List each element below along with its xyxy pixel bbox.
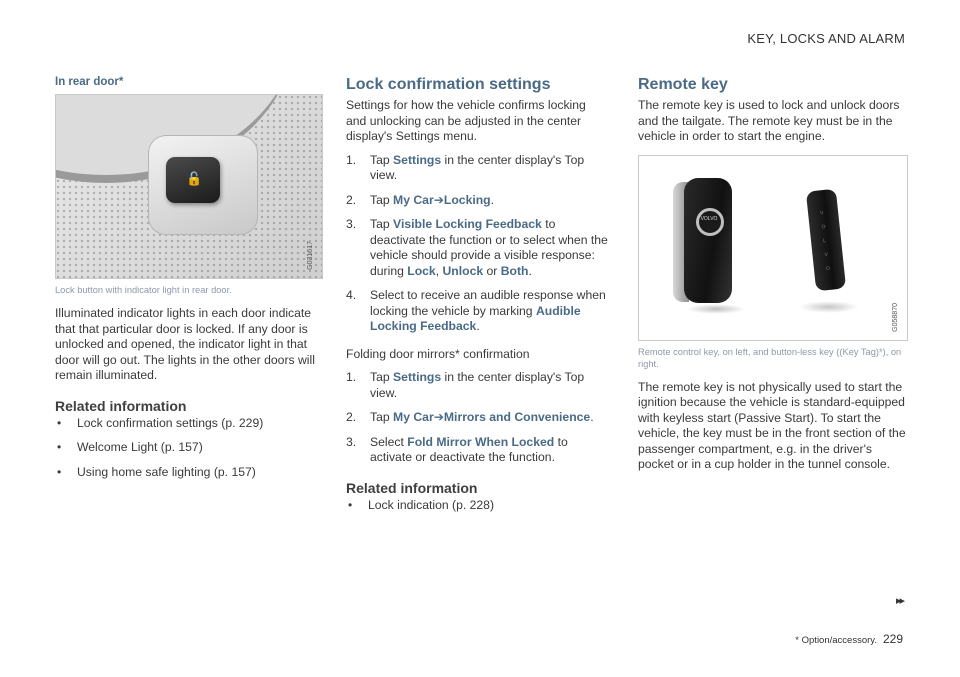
step-text: Select to receive an audible response when locking the vehicle by marking [370, 288, 606, 318]
step-item [346, 217, 608, 279]
step-number: 2. [346, 192, 357, 207]
step-text: Tap [370, 192, 394, 207]
step-number: 1. [346, 370, 357, 384]
related-link-lock-indication[interactable]: • Lock indication (p. 228) [346, 498, 608, 514]
lock-button-image [166, 157, 220, 203]
next-page-icon: ▸▸ [895, 595, 903, 607]
menu-term-settings: Settings [393, 370, 442, 384]
step-text: in the center display's Top view. [370, 152, 585, 182]
step-text: , [435, 263, 443, 278]
step-text: in the center display's Top view. [370, 370, 585, 400]
footnote-option: * Option/accessory. [795, 635, 877, 646]
key-tag-shadow [799, 301, 859, 313]
step-number: 3. [346, 217, 357, 231]
option-lock: Lock [407, 263, 436, 278]
section-heading-lock-confirmation: Lock confirmation settings [346, 76, 551, 93]
arrow-right-icon: ➔ [433, 192, 444, 207]
figure-caption: Lock button with indicator light in rear door. [55, 285, 232, 295]
related-link-welcome-light[interactable]: • Welcome Light (p. 157) [55, 440, 323, 456]
step-text: . [490, 192, 495, 207]
menu-term-settings: Settings [393, 152, 442, 167]
page-header: KEY, LOCKS AND ALARM [747, 31, 905, 46]
figure-code: G058870 [892, 302, 899, 332]
menu-term-my-car: My Car [393, 192, 434, 207]
arrow-right-icon: ➔ [433, 410, 444, 424]
related-info-heading: Related information [55, 397, 187, 414]
related-info-heading: Related information [346, 479, 478, 496]
section-heading-rear-door: In rear door* [55, 76, 124, 88]
key-tag-image [806, 188, 846, 291]
volvo-logo-icon [696, 208, 724, 236]
step-text: Tap [370, 370, 394, 384]
figure-code: G031617 [307, 241, 314, 270]
remote-control-key-image [684, 178, 732, 303]
menu-term-my-car: My Car [393, 410, 434, 424]
intro-paragraph: Settings for how the vehicle confirms locking and unlocking can be adjusted in the center display's Settings menu. [346, 98, 586, 143]
step-item [346, 193, 608, 209]
step-item [346, 435, 608, 466]
menu-term-locking: Locking [443, 192, 491, 207]
key-logo-text: VOLVO [700, 215, 718, 222]
body-paragraph: The remote key is not physically used to start the ignition because the vehicle is standard-equipped with keyless start (Passive Start). To start the vehicle, the key must be in the front section of the passenger compartment, e.g. in the driver's pocket or in a cup holder in the tunnel console. [638, 379, 906, 471]
option-unlock: Unlock [442, 263, 484, 278]
column-rear-door [55, 76, 323, 489]
column-lock-confirmation [346, 76, 608, 522]
remote-key-figure [638, 155, 908, 341]
menu-term-mirrors: Mirrors and Convenience [443, 410, 591, 424]
tag-letter: L [822, 237, 827, 244]
step-text: Select [370, 434, 408, 449]
step-text: Tap [370, 217, 394, 231]
step-number: 2. [346, 410, 357, 424]
figure-caption: Remote control key, on left, and button-less key ((Key Tag)*), on right. [638, 346, 902, 369]
menu-term-audible-feedback: Audible Locking Feedback [370, 303, 581, 333]
mirror-subheading: Folding door mirrors* confirmation [346, 346, 530, 361]
step-number: 4. [346, 288, 357, 302]
rear-door-lock-figure [55, 94, 323, 279]
page-footer [795, 632, 903, 646]
section-heading-remote-key: Remote key [638, 76, 728, 93]
related-info-list [346, 498, 608, 514]
body-paragraph: Illuminated indicator lights in each door indicate that that particular door is locked. If any door is unlocked and opened, the indicator light in that door will go out. The lights in the other doors will remain illuminated. [55, 306, 315, 382]
step-text: or [483, 263, 501, 278]
tag-letter: O [825, 265, 831, 272]
mirror-settings-steps [346, 370, 608, 466]
step-text: . [590, 410, 594, 424]
step-text: to deactivate the function or to select when the vehicle should provide a visible response: during [370, 217, 608, 278]
lock-icon: 🔓 [186, 171, 203, 186]
related-link-lock-confirmation[interactable]: • Lock confirmation settings (p. 229) [55, 416, 323, 432]
column-remote-key [638, 76, 908, 481]
step-text: Tap [370, 410, 394, 424]
step-text: . [528, 263, 532, 278]
related-info-list [55, 416, 323, 481]
menu-term-fold-mirror: Fold Mirror When Locked [407, 434, 555, 449]
option-both: Both [500, 263, 529, 278]
step-item [346, 153, 608, 184]
step-number: 3. [346, 434, 357, 449]
menu-term-visible-feedback: Visible Locking Feedback [393, 217, 542, 231]
key-shadow [687, 304, 745, 314]
step-number: 1. [346, 152, 357, 167]
related-link-home-safe-lighting[interactable]: • Using home safe lighting (p. 157) [55, 465, 323, 481]
step-item [346, 370, 608, 401]
intro-paragraph: The remote key is used to lock and unlock doors and the tailgate. The remote key must be in the vehicle in order to start the engine. [638, 98, 900, 143]
tag-letter: V [819, 209, 824, 216]
step-text: Tap [370, 152, 394, 167]
lock-settings-steps [346, 153, 608, 335]
tag-letter: O [821, 223, 826, 230]
tag-letter: V [824, 251, 829, 258]
step-item [346, 288, 608, 335]
step-item [346, 410, 608, 426]
page-number: 229 [882, 632, 903, 646]
step-text: to activate or deactivate the function. [370, 434, 568, 464]
step-text: . [476, 319, 480, 333]
